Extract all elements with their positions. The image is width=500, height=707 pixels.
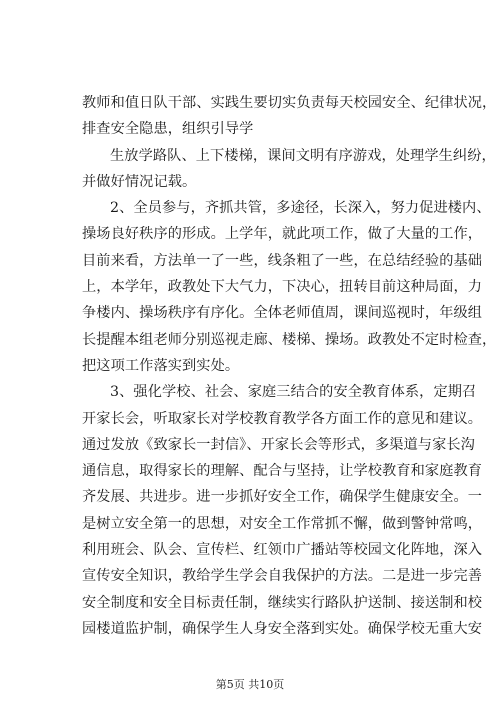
text-line: 2、全员参与，齐抓共管，多途径，长深入，努力促进楼内、 [110,200,491,217]
text-line: 目前来看，方法单一了一些，线条粗了一些，在总结经验的基础 [82,252,483,269]
text-line: 齐发展、共进步。进一步抓好安全工作，确保学生健康安全。一 [82,489,483,506]
text-line: 争楼内、操场秩序有序化。全体老师值周，课间巡视时，年级组 [82,305,483,322]
text-line: 通过发放《致家长一封信》、开家长会等形式，多渠道与家长沟 [82,436,475,453]
text-line: 园楼道监护制，确保学生人身安全落到实处。确保学校无重大安 [82,620,483,637]
text-line: 通信息，取得家长的理解、配合与坚持，让学校教育和家庭教育 [82,463,483,480]
text-line: 操场良好秩序的形成。上学年，就此项工作，做了大量的工作， [82,226,483,243]
text-line: 教师和值日队干部、实践生要切实负责每天校园安全、纪律状况， [82,95,497,111]
text-line: 排查安全隐患，组织引导学 [82,121,254,138]
document-body [82,90,497,642]
text-line: 是树立安全第一的思想，对安全工作常抓不懈，做到警钟常鸣， [82,515,483,532]
text-line: 把这项工作落实到实处。 [82,357,240,374]
text-line: 宣传安全知识，教给学生学会自我保护的方法。二是进一步完善 [82,568,483,585]
text-line: 并做好情况记载。 [82,173,197,190]
page-number-footer: 第5页 共10页 [215,678,285,691]
text-line: 3、强化学校、社会、家庭三结合的安全教育体系，定期召 [110,384,477,401]
text-line: 利用班会、队会、宣传栏、红领巾广播站等校园文化阵地，深入 [82,542,483,559]
text-line: 生放学路队、上下楼梯，课间文明有序游戏，处理学生纠纷， [110,147,496,164]
text-line: 长提醒本组老师分别巡视走廊、楼梯、操场。政教处不定时检查， [82,331,497,348]
text-line: 安全制度和安全目标责任制，继续实行路队护送制、接送制和校 [82,594,483,611]
text-line: 上，本学年，政教处下大气力，下决心，扭转目前这种局面，力 [82,279,483,296]
text-line: 开家长会，听取家长对学校教育教学各方面工作的意见和建议。 [82,410,483,427]
